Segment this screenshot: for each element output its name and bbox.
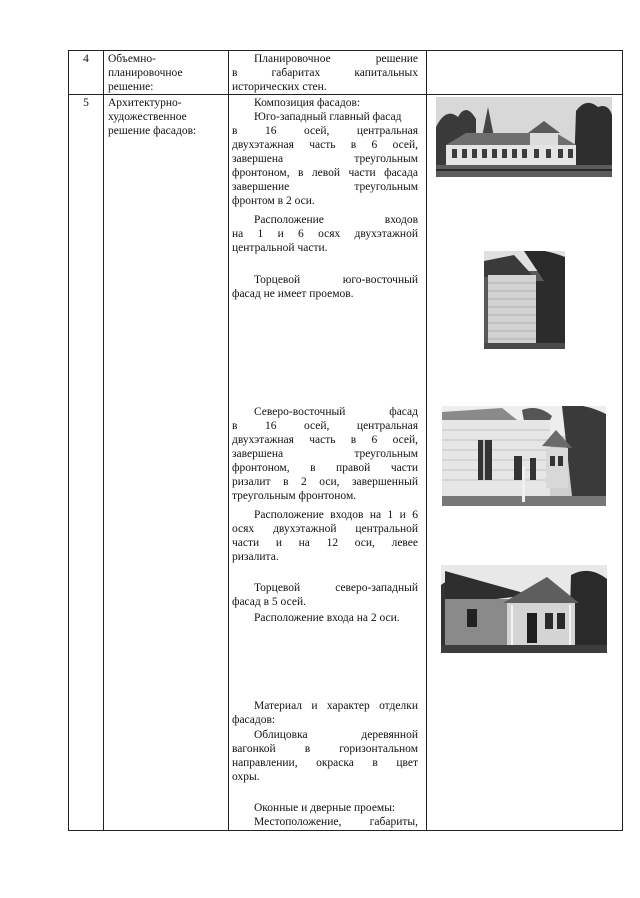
ne-entrances-block	[232, 508, 418, 564]
table-top-border	[68, 50, 623, 51]
text-line: фасад не имеет проемов.	[232, 288, 354, 300]
text-line: Местоположение, габариты,	[254, 816, 418, 828]
text-line: двухэтажная часть в 6 осей,	[232, 434, 418, 446]
text-line: вагонкой в горизонтальном	[232, 743, 418, 755]
text-line: Материал и характер отделки	[254, 700, 418, 712]
ne-facade-block	[232, 405, 418, 503]
text-line: треугольным фронтоном.	[232, 490, 357, 502]
text-line: охры.	[232, 771, 260, 783]
text-line: фронтом в 2 оси.	[232, 195, 315, 207]
text-line: центральной части.	[232, 242, 328, 254]
col-divider-3	[426, 50, 427, 831]
table-right-border	[622, 50, 623, 831]
row-name: Архитектурно-художественное решение фасадов:	[108, 97, 197, 137]
building-se-facade-photo	[484, 251, 565, 349]
openings-block	[232, 801, 418, 829]
text-line: завершена треугольным	[232, 448, 418, 460]
row-number: 5	[83, 97, 89, 109]
building-ne-facade-photo	[442, 406, 606, 506]
text-line: части и на 12 оси, левее	[232, 537, 418, 549]
text-line: на 1 и 6 осях двухэтажной	[232, 228, 418, 240]
text-line: Композиция фасадов:	[254, 97, 361, 109]
entrances-block	[232, 213, 418, 255]
text-line: Расположение входа на 2 оси.	[254, 612, 400, 624]
text-line: в габаритах капитальных	[232, 67, 418, 79]
text-line: Расположение входов	[254, 214, 418, 226]
text-line: Торцевой северо-западный	[254, 582, 418, 594]
text-line: Расположение входов на 1 и 6	[254, 509, 418, 521]
building-nw-facade-photo	[441, 565, 607, 653]
col-divider-1	[103, 50, 104, 831]
text-line: в 16 осей, центральная	[232, 125, 418, 137]
row-name: Объемно-планировочное решение:	[108, 53, 183, 93]
table-left-border	[68, 50, 69, 831]
nw-facade-block	[232, 581, 418, 609]
cladding-block	[232, 728, 418, 784]
text-line: Планировочное решение	[254, 53, 418, 65]
text-line: ризалит в 2 оси, завершенный	[232, 476, 418, 488]
row-number: 4	[83, 53, 89, 65]
text-line: осях двухэтажной центральной	[232, 523, 418, 535]
nw-entrance-block	[232, 611, 418, 625]
text-line: фронтоном, в правой части	[232, 462, 418, 474]
col-divider-2	[228, 50, 229, 831]
text-line: ризалита.	[232, 551, 279, 563]
table-bottom-border	[68, 830, 623, 831]
text-line: завершена треугольным	[232, 153, 418, 165]
material-heading-block	[232, 699, 418, 727]
text-line: Юго-западный главный фасад	[254, 111, 402, 123]
se-facade-block	[232, 273, 418, 301]
text-line: Северо-восточный фасад	[254, 406, 418, 418]
text-line: исторических стен.	[232, 81, 327, 93]
text-line: Облицовка деревянной	[254, 729, 418, 741]
text-line: Оконные и дверные проемы:	[254, 802, 396, 814]
text-line: в 16 осей, центральная	[232, 420, 418, 432]
text-line: фасадов:	[232, 714, 276, 726]
row-divider	[68, 94, 623, 95]
text-line: направлении, окраска в цвет	[232, 757, 418, 769]
text-line: фасад в 5 осей.	[232, 596, 306, 608]
text-line: двухэтажная часть в 6 осей,	[232, 139, 418, 151]
text-line: Торцевой юго-восточный	[254, 274, 418, 286]
text-line: фронтоном, в левой части фасада	[232, 167, 418, 179]
facade-composition-block	[232, 96, 418, 208]
text-line: завершение треугольным	[232, 181, 418, 193]
row-description	[232, 52, 418, 94]
building-sw-facade-photo	[436, 97, 612, 177]
